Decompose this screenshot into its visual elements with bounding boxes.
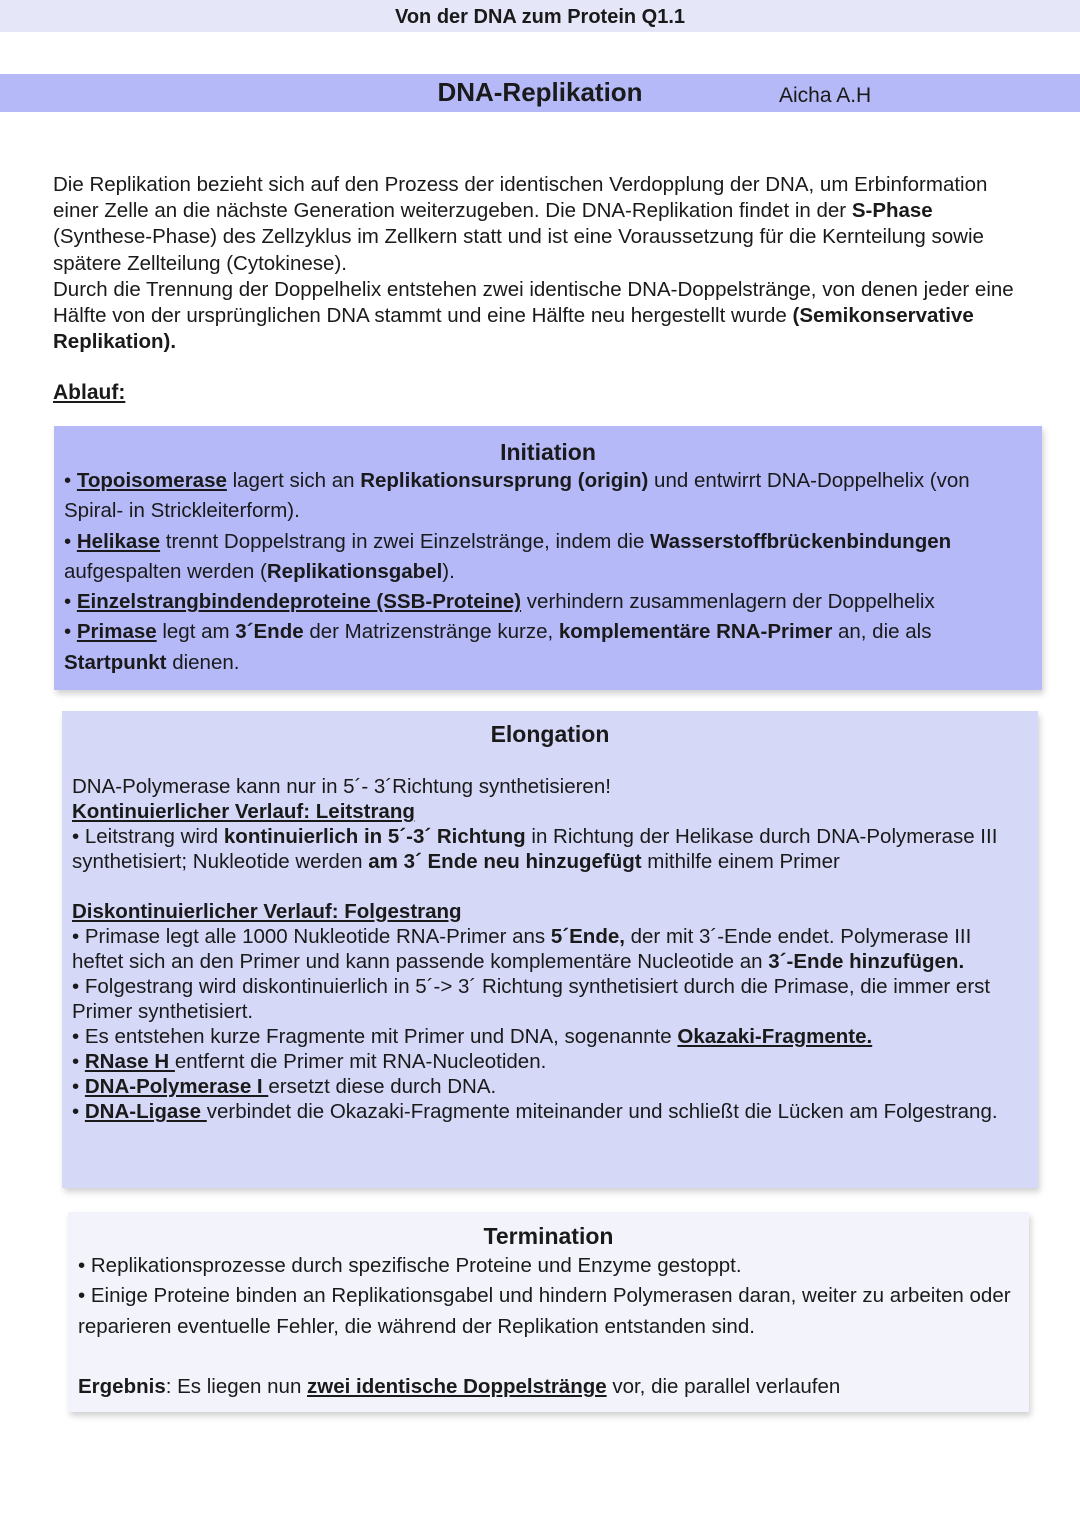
initiation-heading: Initiation xyxy=(500,439,596,465)
page-title: DNA-Replikation xyxy=(437,77,643,107)
folgestrang-item-polymerase-i: • DNA-Polymerase I ersetzt diese durch DNA. xyxy=(72,1075,497,1098)
author-name: Aicha A.H xyxy=(779,84,872,107)
initiation-box xyxy=(54,426,1042,690)
initiation-item-ssb: • Einzelstrangbindendeproteine (SSB-Proteine) verhindern zusammenlagern der Doppelhelix xyxy=(64,590,935,614)
folgestrang-heading: Diskontinuierlicher Verlauf: Folgestrang xyxy=(72,900,462,923)
folgestrang-item-primase: • Primase legt alle 1000 Nukleotide RNA-Primer ans 5´Ende, der mit 3´-Ende endet. Polymerase III heftet sich an den Primer und kann passende komplementäre Nucleotide an 3´-Ende hinzufügen. xyxy=(72,925,972,973)
initiation-item-topoisomerase: • Topoisomerase lagert sich an Replikationsursprung (origin) und entwirrt DNA-Doppelhelix (von Spiral- in Strickleiterform). xyxy=(64,469,970,523)
elongation-heading: Elongation xyxy=(490,721,610,747)
leitstrang-text: • Leitstrang wird kontinuierlich in 5´-3´ Richtung in Richtung der Helikase durch DNA-Polymerase III synthetisiert; Nukleotide werden am 3´ Ende neu hinzugefügt mithilfe einem Primer xyxy=(72,825,998,873)
termination-box xyxy=(68,1212,1029,1412)
elongation-box xyxy=(62,711,1038,1188)
initiation-item-helikase: • Helikase trennt Doppelstrang in zwei Einzelstränge, indem die Wasserstoffbrückenbindungen aufgespalten werden (Replikationsgabel). xyxy=(64,529,952,583)
folgestrang-item-ligase: • DNA-Ligase verbindet die Okazaki-Fragmente miteinander und schließt die Lücken am Folgestrang. xyxy=(72,1100,998,1123)
top-header-bar xyxy=(0,0,1080,32)
title-bar xyxy=(0,74,1080,112)
termination-heading: Termination xyxy=(483,1223,614,1249)
folgestrang-item-okazaki: • Es entstehen kurze Fragmente mit Primer und DNA, sogenannte Okazaki-Fragmente. xyxy=(72,1025,873,1048)
folgestrang-item-diskontinuierlich: • Folgestrang wird diskontinuierlich in 5´-> 3´ Richtung synthetisiert durch die Primase, die immer erst Primer synthetisiert. xyxy=(72,975,991,1023)
ablauf-heading: Ablauf: xyxy=(53,381,126,404)
termination-item-1: • Replikationsprozesse durch spezifische Proteine und Enzyme gestoppt. xyxy=(78,1254,742,1277)
intro-paragraph-2: Durch die Trennung der Doppelhelix entstehen zwei identische DNA-Doppelstränge, von denen jeder eine Hälfte von der ursprünglichen DNA stammt und eine Hälfte neu hergestellt wurde (Semikonservative Replikation). xyxy=(53,277,1014,354)
leitstrang-heading: Kontinuierlicher Verlauf: Leitstrang xyxy=(72,800,415,823)
folgestrang-item-rnase: • RNase H entfernt die Primer mit RNA-Nucleotiden. xyxy=(72,1050,547,1073)
initiation-item-primase: • Primase legt am 3´Ende der Matrizenstränge kurze, komplementäre RNA-Primer an, die als Startpunkt dienen. xyxy=(64,620,932,674)
intro-text xyxy=(53,172,1033,355)
termination-item-2: • Einige Proteine binden an Replikationsgabel und hindern Polymerasen daran, weiter zu arbeiten oder reparieren eventuelle Fehler, die während der Replikation entstanden sind. xyxy=(78,1284,1011,1338)
intro-paragraph-1: Die Replikation bezieht sich auf den Prozess der identischen Verdopplung der DNA, um Erbinformation einer Zelle an die nächste Generation weiterzugeben. Die DNA-Replikation findet in der S-Phase (Synthese-Phase) des Zellzyklus im Zellkern statt und ist eine Voraussetzung für die Kernteilung sowie spätere Zellteilung (Cytokinese). xyxy=(53,173,988,275)
result-text: Ergebnis: Es liegen nun zwei identische Doppelstränge vor, die parallel verlaufen xyxy=(78,1374,841,1398)
document-series-title: Von der DNA zum Protein Q1.1 xyxy=(394,6,686,28)
elongation-intro: DNA-Polymerase kann nur in 5´- 3´Richtung synthetisieren! xyxy=(72,775,611,798)
